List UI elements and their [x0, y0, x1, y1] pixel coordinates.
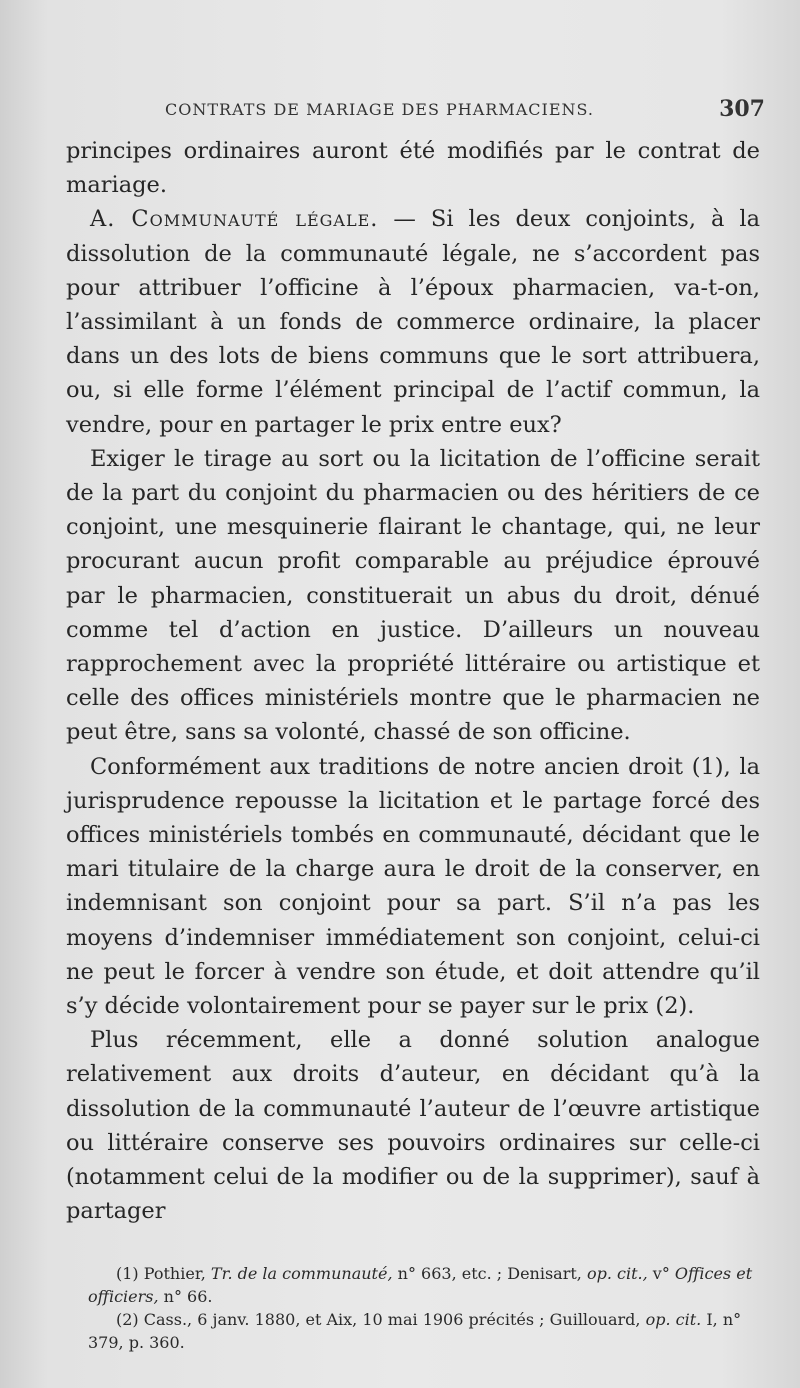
main-text — [66, 134, 760, 1229]
paragraph-3: Exiger le tirage au sort ou la licitation de l’officine serait de la part du conjoint du pharmacien ou des héritiers de ce conjoint, une mesquinerie flairant le chantage, qui, ne leur procurant aucun profit comparable au préjudice éprouvé par le pharmacien, constituerait un abus du droit, dénué comme tel d’action en justice. D’ailleurs un nouveau rapprochement avec la propriété littéraire ou artistique et celle des offices ministériels montre que le pharmacien ne peut être, sans sa volonté, chassé de son officine. — [66, 445, 760, 746]
paragraph-4: Conformément aux traditions de notre ancien droit (1), la jurisprudence repousse la licitation et le partage forcé des offices ministériels tombés en communauté, décidant que le mari titulaire de la charge aura le droit de la conserver, en indemnisant son conjoint pour sa part. S’il n’a pas les moyens d’indemniser immédiatement son conjoint, celui-ci ne peut le forcer à vendre son étude, et doit attendre qu’il s’y décide volontairement pour se payer sur le prix (2). — [66, 753, 760, 1020]
section-heading: A. Communauté légale. — [90, 206, 379, 233]
paragraph-2-text: — Si les deux conjoints, à la dissolution de la communauté légale, ne s’accordent pas pour attribuer l’officine à l’époux pharmacien, va-t-on, l’assimilant à un fonds de commerce ordinaire, la placer dans un des lots de biens communs que le sort attribuera, ou, si elle forme l’élément principal de l’actif commun, la vendre, pour en partager le prix entre eux? — [66, 206, 760, 438]
footnotes — [88, 1262, 768, 1354]
page-number: 307 — [719, 96, 765, 122]
footnote-1-entry: Offices et officiers, — [88, 1264, 753, 1306]
paragraph-1: principes ordinaires auront été modifiés par le contrat de mariage. — [66, 138, 760, 199]
footnote-1-part: n° 663, etc. ; Denisart, — [392, 1264, 587, 1283]
footnote-2-op-cit: op. cit. — [645, 1310, 702, 1329]
footnote-1-title: Tr. de la communauté, — [210, 1264, 393, 1283]
footnote-2-part: I, n° 379, p. 360. — [88, 1310, 742, 1352]
footnote-1-part: n° 66. — [158, 1287, 213, 1306]
running-title: CONTRATS DE MARIAGE DES PHARMACIENS. — [165, 100, 595, 119]
paragraph-5: Plus récemment, elle a donné solution analogue relativement aux droits d’auteur, en décidant qu’à la dissolution de la communauté l’auteur de l’œuvre artistique ou littéraire conserve ses pouvoirs ordinaires sur celle-ci (notamment celui de la modifier ou de la supprimer), sauf à partager — [66, 1027, 760, 1225]
footnote-1-part: v° — [647, 1264, 675, 1283]
footnote-1-op-cit: op. cit., — [586, 1264, 648, 1283]
footnote-1-part: (1) Pothier, — [116, 1264, 211, 1283]
footnote-2 — [88, 1308, 768, 1354]
footnote-1 — [88, 1262, 768, 1308]
footnote-2-part: (2) Cass., 6 janv. 1880, et Aix, 10 mai 1906 précités ; Guillouard, — [116, 1310, 646, 1329]
paragraph-2 — [66, 202, 760, 441]
